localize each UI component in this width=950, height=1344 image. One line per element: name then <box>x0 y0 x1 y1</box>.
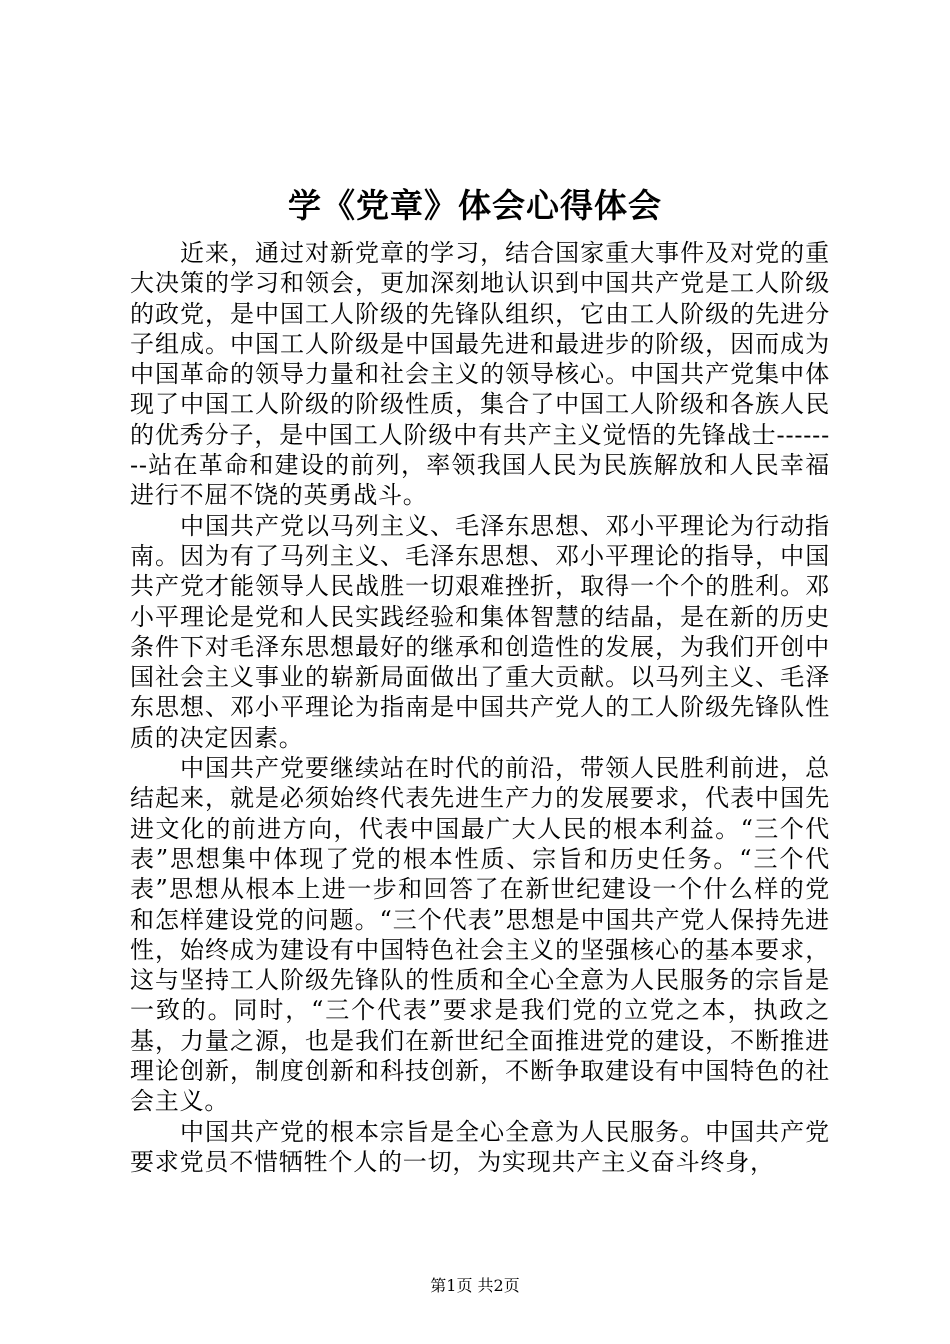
paragraph-2: 中国共产党以马列主义、毛泽东思想、邓小平理论为行动指南。因为有了马列主义、毛泽东思想、邓小平理论的指导，中国共产党才能领导人民战胜一切艰难挫折，取得一个个的胜利。邓小平理论是党和人民实践经验和集体智慧的结晶，是在新的历史条件下对毛泽东思想最好的继承和创造性的发展，为我们开创中国社会主义事业的崭新局面做出了重大贡献。以马列主义、毛泽东思想、邓小平理论为指南是中国共产党人的工人阶级先锋队性质的决定因素。 <box>130 511 830 752</box>
document-title: 学《党章》体会心得体会 <box>288 186 662 225</box>
document-body <box>130 238 830 1177</box>
paragraph-3: 中国共产党要继续站在时代的前沿，带领人民胜利前进，总结起来，就是必须始终代表先进生产力的发展要求，代表中国先进文化的前进方向，代表中国最广大人民的根本利益。“三个代表”思想集中体现了党的根本性质、宗旨和历史任务。“三个代表”思想从根本上进一步和回答了在新世纪建设一个什么样的党和怎样建设党的问题。“三个代表”思想是中国共产党人保持先进性，始终成为建设有中国特色社会主义的坚强核心的基本要求，这与坚持工人阶级先锋队的性质和全心全意为人民服务的宗旨是一致的。同时，“三个代表”要求是我们党的立党之本，执政之基，力量之源，也是我们在新世纪全面推进党的建设，不断推进理论创新，制度创新和科技创新，不断争取建设有中国特色的社会主义。 <box>130 754 830 1116</box>
paragraph-1: 近来，通过对新党章的学习，结合国家重大事件及对党的重大决策的学习和领会，更加深刻地认识到中国共产党是工人阶级的政党，是中国工人阶级的先锋队组织，它由工人阶级的先进分子组成。中国工人阶级是中国最先进和最进步的阶级，因而成为中国革命的领导力量和社会主义的领导核心。中国共产党集中体现了中国工人阶级的阶级性质，集合了中国工人阶级和各族人民的优秀分子，是中国工人阶级中有共产主义觉悟的先锋战士--------站在革命和建设的前列，率领我国人民为民族解放和人民幸福进行不屈不饶的英勇战斗。 <box>130 239 830 510</box>
page-number-footer: 第1页 共2页 <box>430 1276 520 1295</box>
paragraph-4: 中国共产党的根本宗旨是全心全意为人民服务。中国共产党要求党员不惜牺牲个人的一切，为实现共产主义奋斗终身， <box>130 1117 830 1176</box>
